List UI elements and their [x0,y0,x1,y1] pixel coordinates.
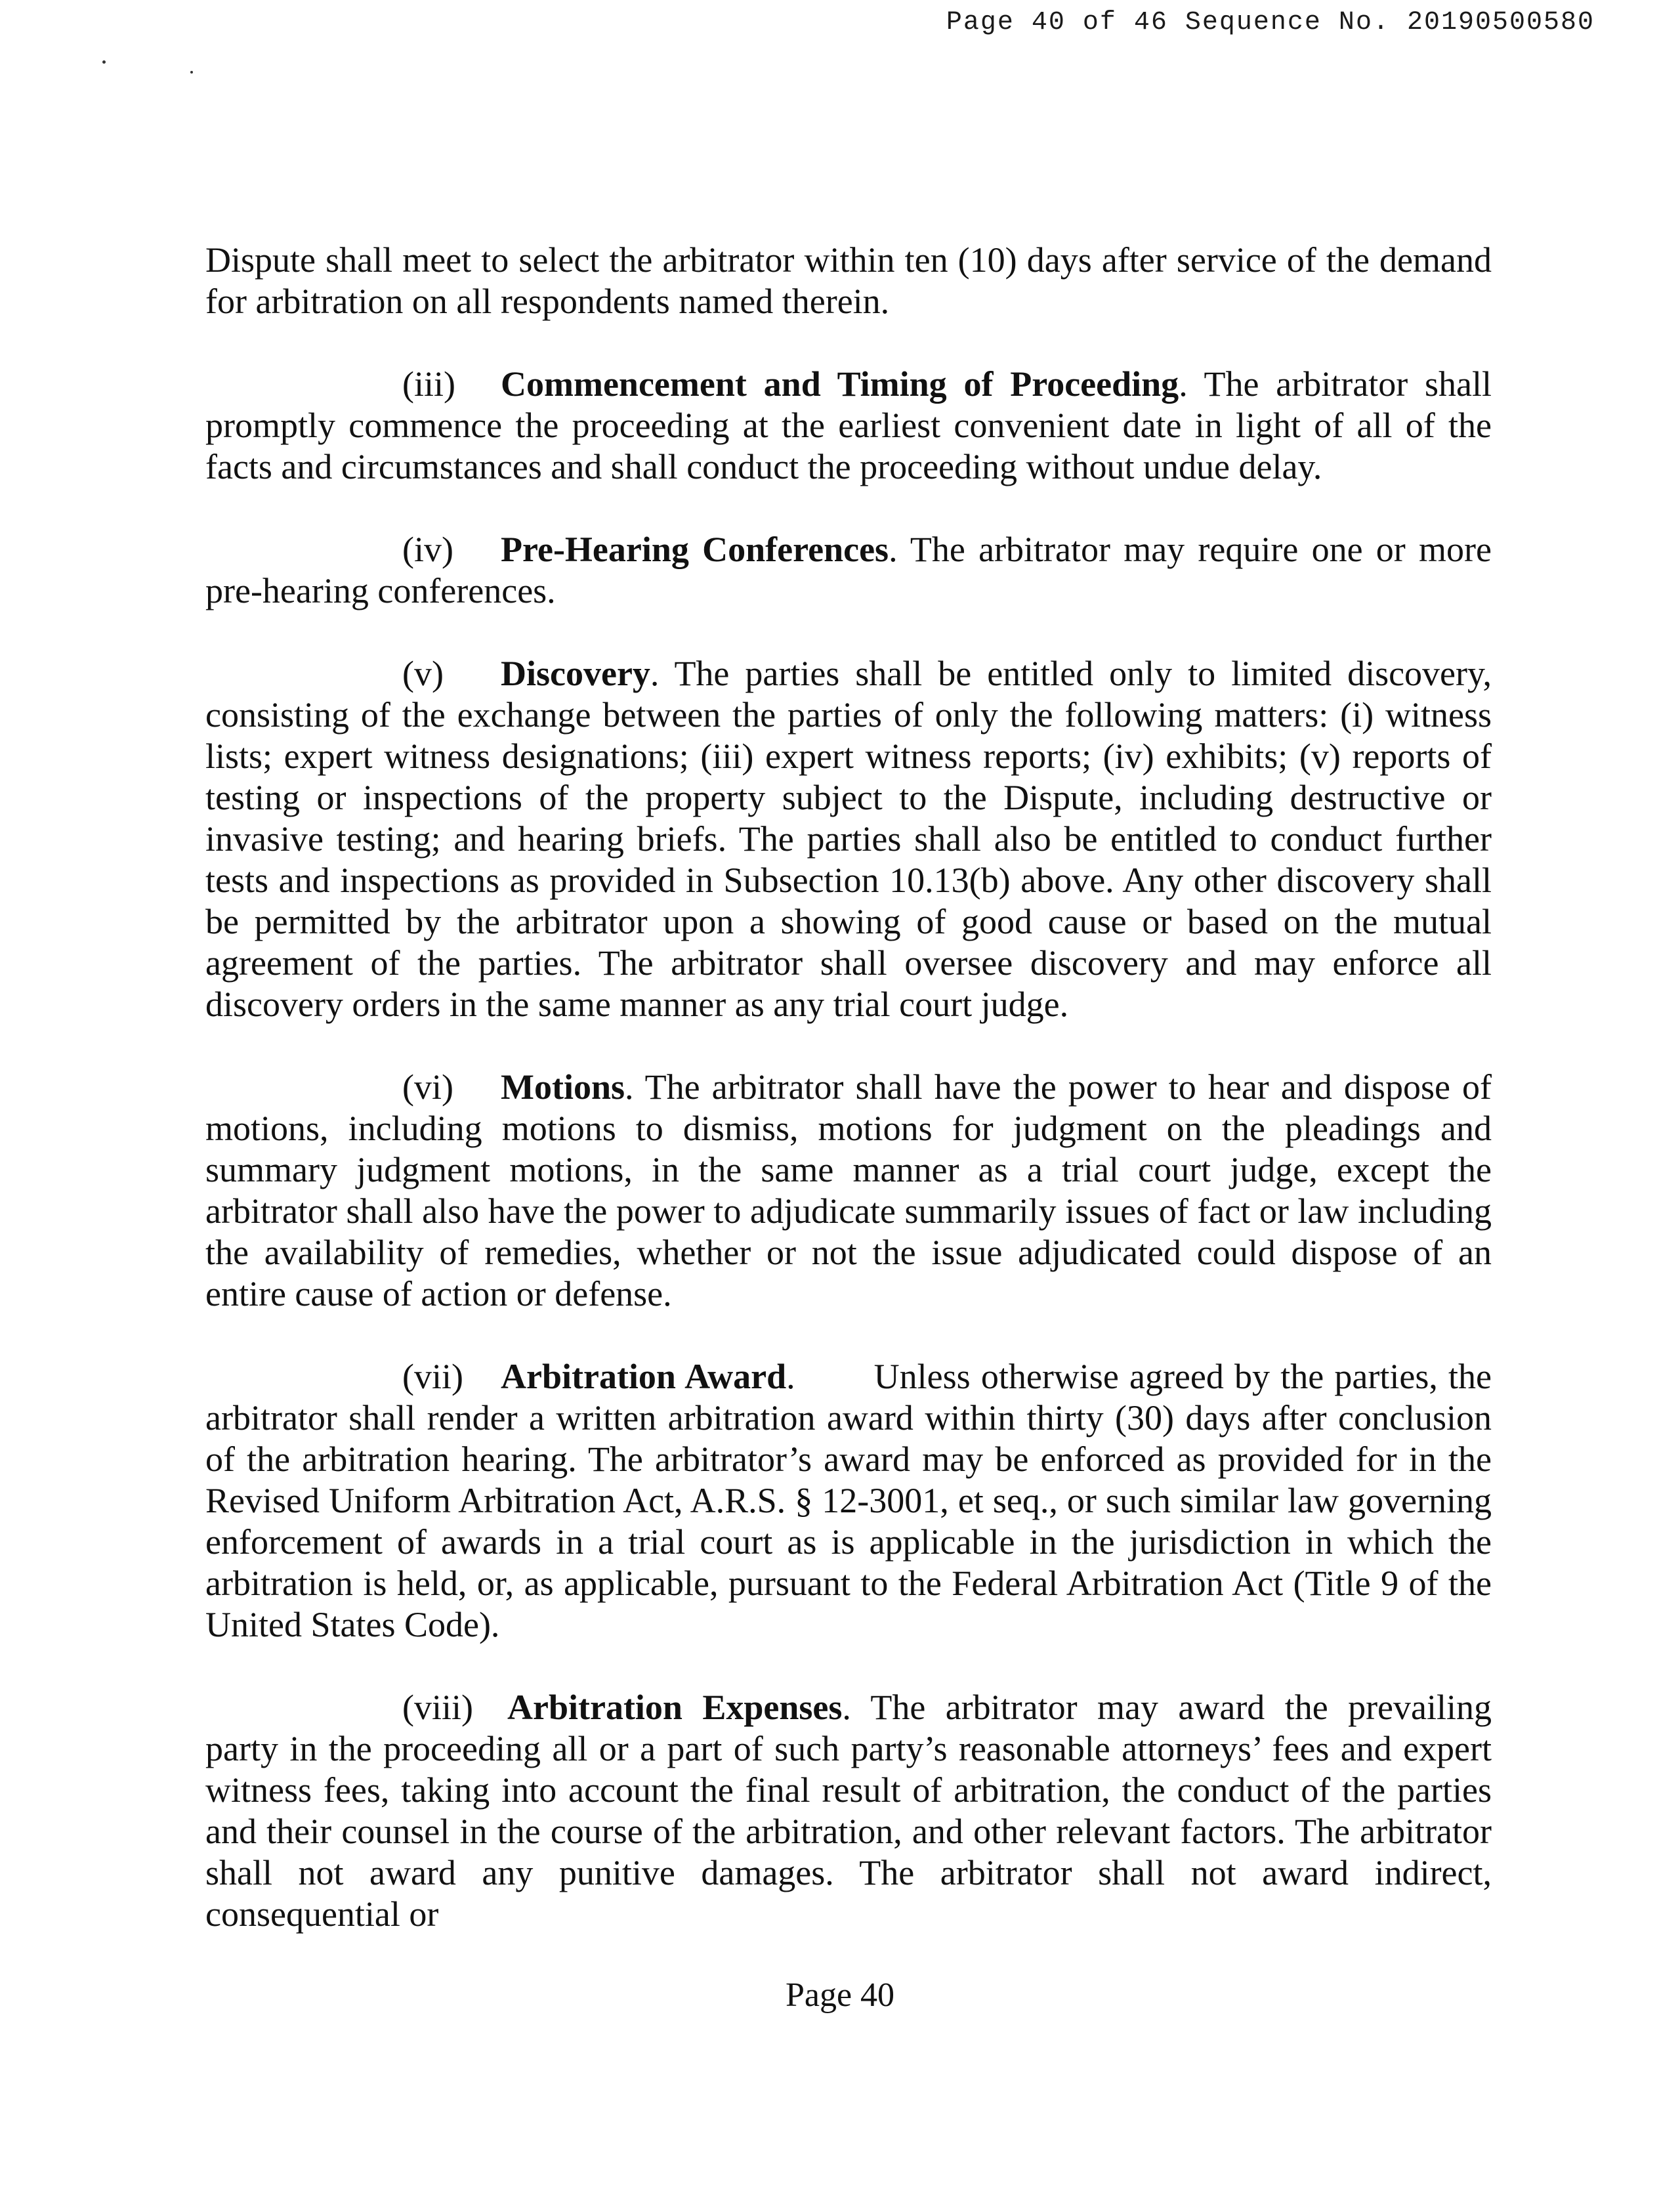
section-vii: (vii) Arbitration Award. Unless otherwise agreed by the parties, the arbitrator shall render a written arbitration award within thirty (30) days after conclusion of the arbitration hearing. The arbitrator’s award may be enforced as provided for in the Revised Uniform Arbitration Act, A.R.S. § 12-3001, et seq., or such similar law governing enforcement of awards in a trial court as is applicable in the jurisdiction in which the arbitration is held, or, as applicable, pursuant to the Federal Arbitration Act (Title 9 of the United States Code). [205,1357,1492,1644]
section-number: (iv) [402,530,453,569]
section-number: (vi) [402,1067,453,1107]
fax-header-stamp: Page 40 of 46 Sequence No. 20190500580 [946,8,1595,37]
section-text: The arbitrator shall have the power to hear and dispose of motions, including motions to dismiss, motions for judgment on the pleadings and summary judgment motions, in the same manner as a trial court judge, except the arbitrator shall also have the power to adjudicate summarily issues of fact or law including the availability of remedies, whether or not the issue adjudicated could dispose of an entire cause of action or defense. [205,1067,1492,1313]
section-heading: Commencement and Timing of Proceeding [501,364,1179,404]
section-viii: (viii) Arbitration Expenses. The arbitrator may award the prevailing party in the proceeding all or a part of such party’s reasonable attorneys’ fees and expert witness fees, taking into account the final result of arbitration, the conduct of the parties and their counsel in the course of the arbitration, and other relevant factors. The arbitrator shall not award any punitive damages. The arbitrator shall not award indirect, consequential or [205,1688,1492,1934]
section-heading: Arbitration Award [501,1357,787,1396]
section-iv: (iv) Pre-Hearing Conferences. The arbitrator may require one or more pre-hearing conferences. [205,530,1492,610]
section-text: The arbitrator may award the prevailing party in the proceeding all or a part of such party’s reasonable attorneys’ fees and expert witness fees, taking into account the final result of arbitration, the conduct of the parties and their counsel in the course of the arbitration, and other relevant factors. The arbitrator shall not award any punitive damages. The arbitrator shall not award indirect, consequential or [205,1688,1492,1934]
section-iii: (iii) Commencement and Timing of Proceeding. The arbitrator shall promptly commence the proceeding at the earliest convenient date in light of all of the facts and circumstances and shall conduct the proceeding without undue delay. [205,364,1492,486]
section-text: The arbitrator shall promptly commence the proceeding at the earliest convenient date in light of all of the facts and circumstances and shall conduct the proceeding without undue delay. [205,364,1492,486]
section-number: (v) [402,654,444,693]
section-v: (v) Discovery. The parties shall be entitled only to limited discovery, consisting of the exchange between the parties of only the following matters: (i) witness lists; expert witness designations; (iii) expert witness reports; (iv) exhibits; (v) reports of testing or inspections of the property subject to the Dispute, including destructive or invasive testing; and hearing briefs. The parties shall also be entitled to conduct further tests and inspections as provided in Subsection 10.13(b) above. Any other discovery shall be permitted by the arbitrator upon a showing of good cause or based on the mutual agreement of the parties. The arbitrator shall oversee discovery and may enforce all discovery orders in the same manner as any trial court judge. [205,654,1492,1024]
section-text: The arbitrator may require one or more pre-hearing conferences. [205,530,1492,610]
section-text: Unless otherwise agreed by the parties, the arbitrator shall render a written arbitration award within thirty (30) days after conclusion of the arbitration hearing. The arbitrator’s award may be enforced as provided for in the Revised Uniform Arbitration Act, A.R.S. § 12-3001, et seq., or such similar law governing enforcement of awards in a trial court as is applicable in the jurisdiction in which the arbitration is held, or, as applicable, pursuant to the Federal Arbitration Act (Title 9 of the United States Code). [205,1357,1492,1644]
section-heading: Pre-Hearing Conferences [501,530,889,569]
scan-speck [102,60,106,64]
section-number: (vii) [402,1357,463,1396]
page-number-footer: Page 40 [785,1976,895,2014]
section-heading: Arbitration Expenses [507,1688,843,1727]
section-heading: Motions [501,1067,625,1107]
section-number: (iii) [402,364,455,404]
section-number: (viii) [402,1688,473,1727]
intro-paragraph: Dispute shall meet to select the arbitrator within ten (10) days after service of the demand for arbitration on all respondents named therein. [205,240,1492,321]
scan-speck [190,71,193,74]
document-body [205,240,1492,1976]
section-vi: (vi) Motions. The arbitrator shall have the power to hear and dispose of motions, including motions to dismiss, motions for judgment on the pleadings and summary judgment motions, in the same manner as a trial court judge, except the arbitrator shall also have the power to adjudicate summarily issues of fact or law including the availability of remedies, whether or not the issue adjudicated could dispose of an entire cause of action or defense. [205,1067,1492,1313]
section-text: The parties shall be entitled only to limited discovery, consisting of the exchange between the parties of only the following matters: (i) witness lists; expert witness designations; (iii) expert witness reports; (iv) exhibits; (v) reports of testing or inspections of the property subject to the Dispute, including destructive or invasive testing; and hearing briefs. The parties shall also be entitled to conduct further tests and inspections as provided in Subsection 10.13(b) above. Any other discovery shall be permitted by the arbitrator upon a showing of good cause or based on the mutual agreement of the parties. The arbitrator shall oversee discovery and may enforce all discovery orders in the same manner as any trial court judge. [205,654,1492,1024]
section-heading: Discovery [501,654,650,693]
